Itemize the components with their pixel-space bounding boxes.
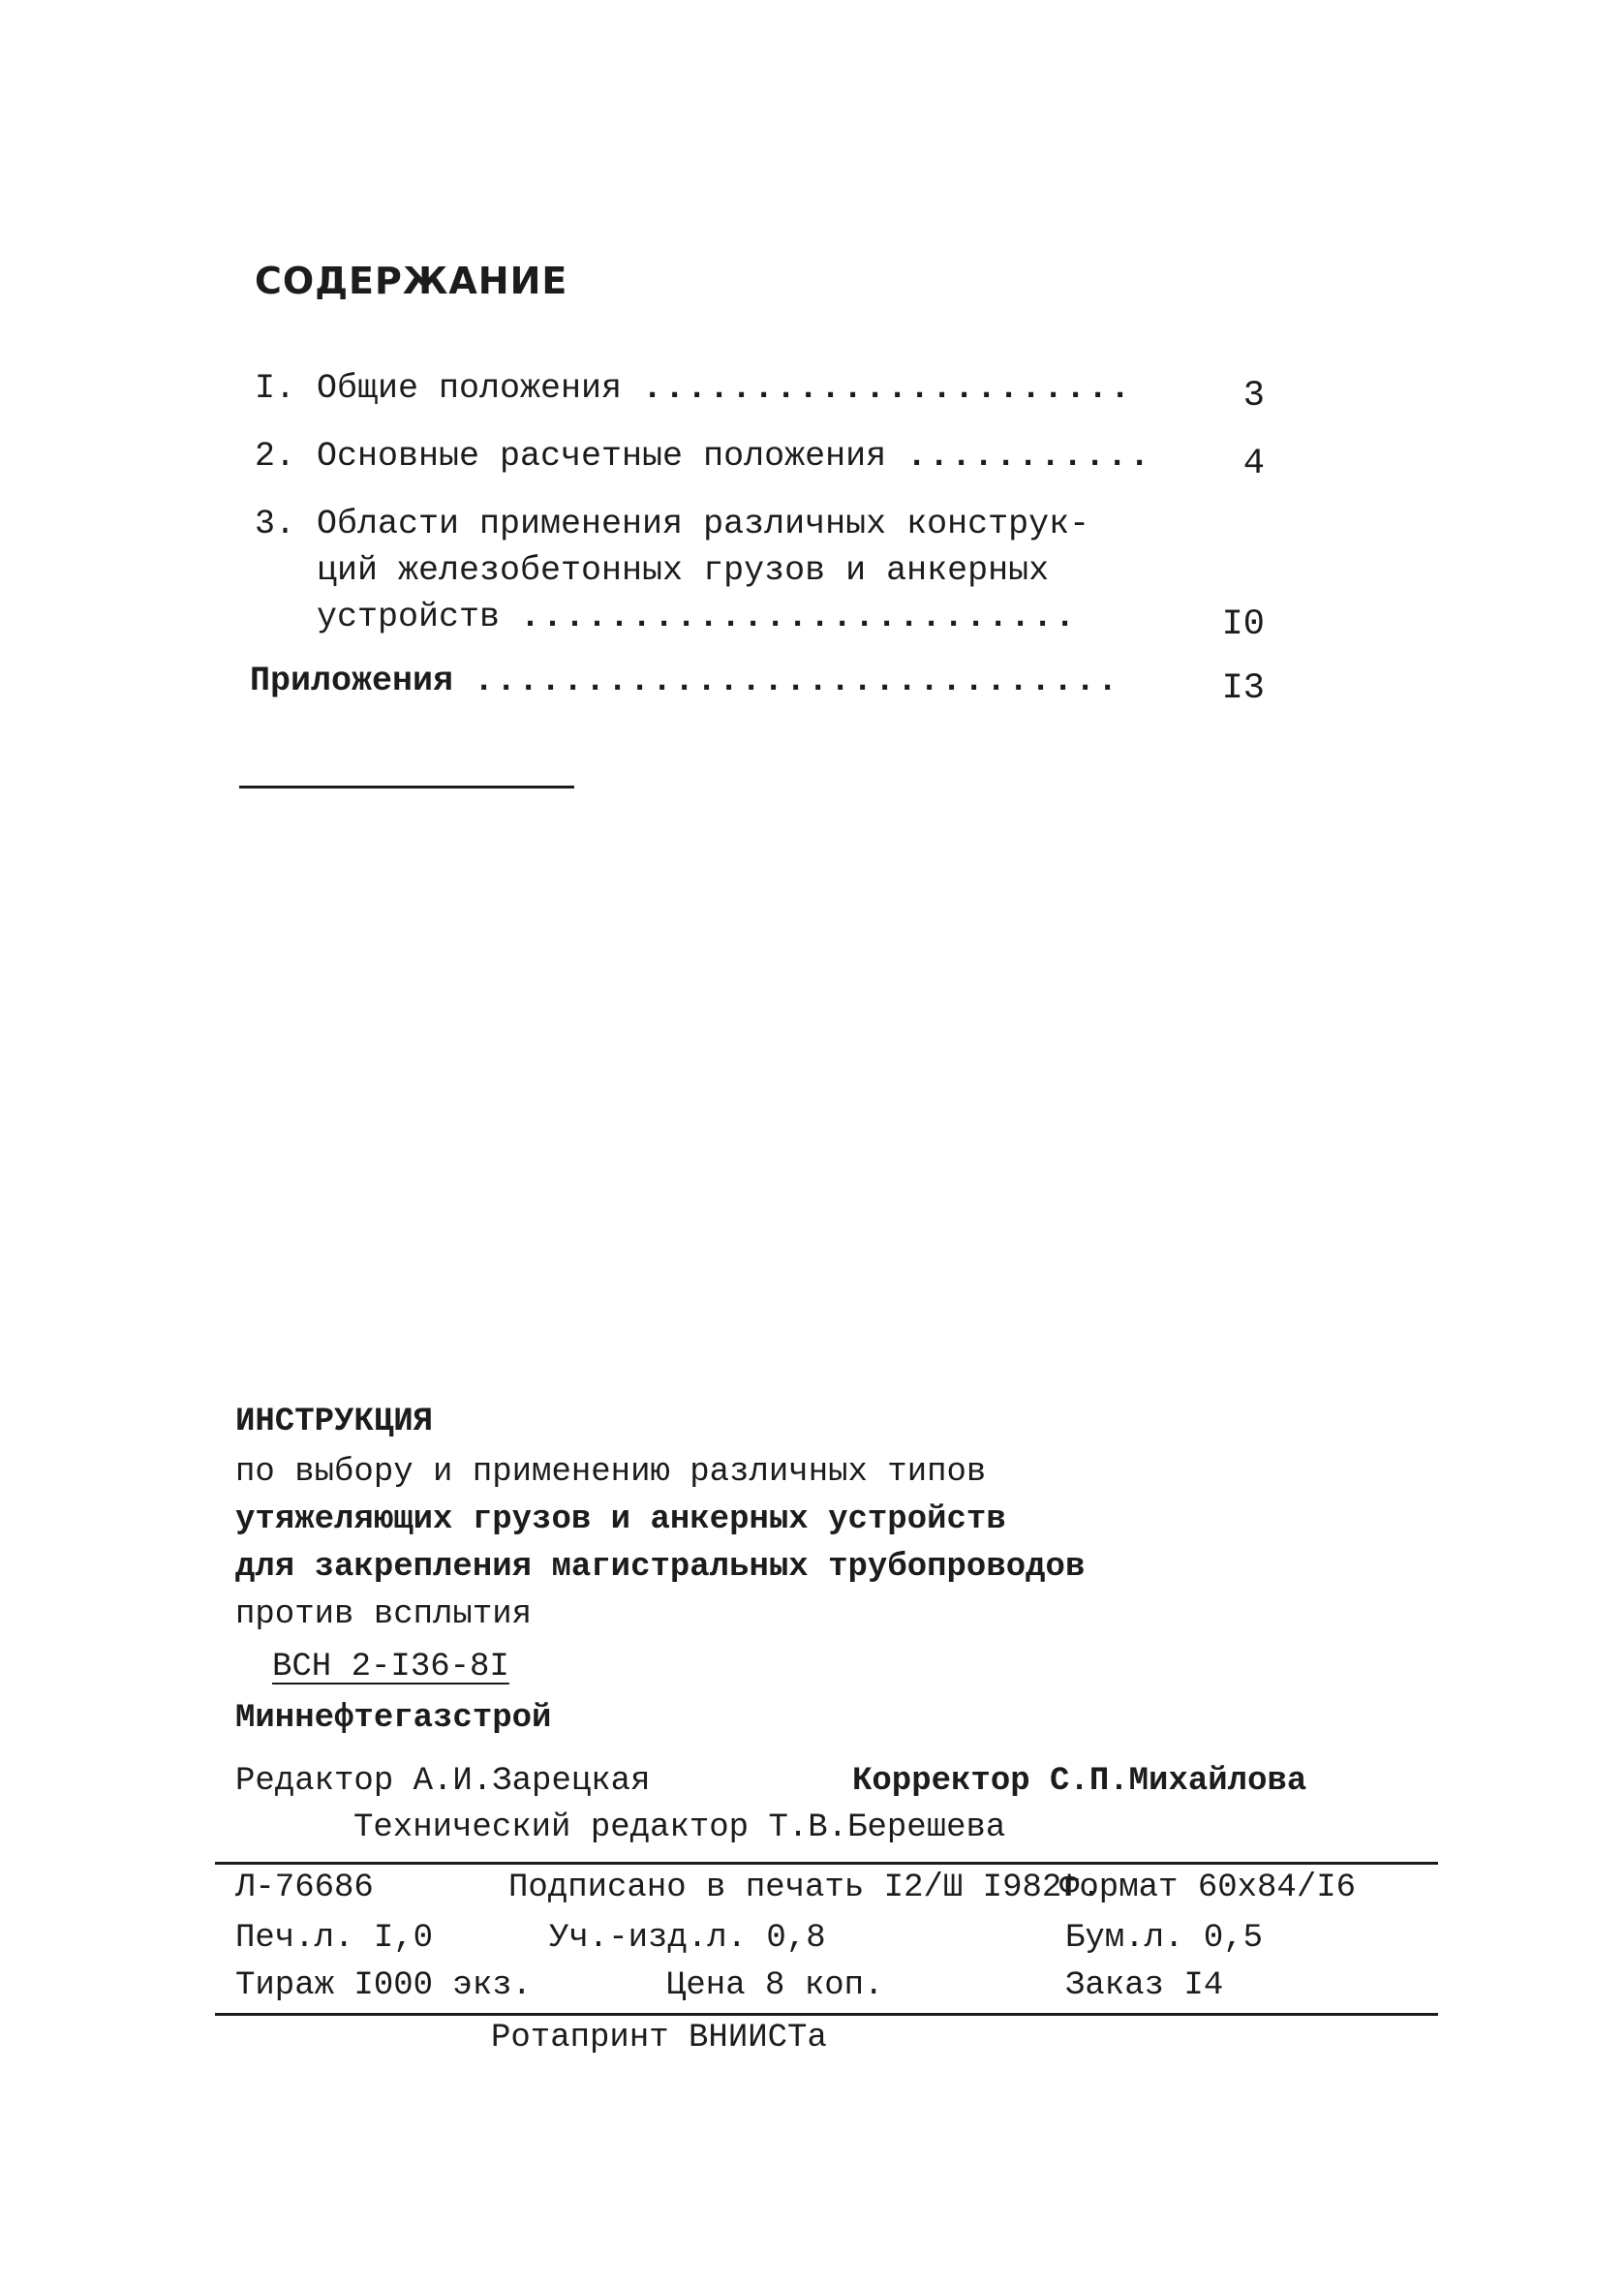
organization: Миннефтегазстрой xyxy=(235,1700,552,1737)
technical-editor: Технический редактор Т.В.Берешева xyxy=(353,1809,1006,1846)
document-title-line: против всплытия xyxy=(235,1596,533,1633)
toc-item-number: 3. xyxy=(255,505,296,543)
order-number: Заказ I4 xyxy=(1065,1967,1224,2004)
document-title-line: для закрепления магистральных трубопроводов xyxy=(235,1549,1086,1586)
price: Цена 8 коп. xyxy=(666,1967,884,2004)
proofreader: Корректор С.П.Михайлова xyxy=(852,1763,1307,1800)
contents-title: СОДЕРЖАНИЕ xyxy=(255,260,568,302)
toc-item-3-continuation xyxy=(317,595,1077,639)
document-code: ВСН 2-I36-8I xyxy=(272,1649,509,1685)
document-title-line: по выбору и применению различных типов xyxy=(235,1454,987,1491)
toc-item-text: Основные расчетные положения xyxy=(317,437,887,476)
signed-to-print: Подписано в печать I2/Ш I982г. xyxy=(508,1870,1102,1906)
toc-item-text: Общие положения xyxy=(317,369,623,408)
toc-page-number: 4 xyxy=(1242,444,1265,484)
toc-item-2 xyxy=(255,434,1151,479)
toc-item-3-continuation: ций железобетонных грузов и анкерных xyxy=(317,551,1050,590)
toc-item-number: 2. xyxy=(255,437,296,476)
license-number: Л-76686 xyxy=(235,1870,374,1906)
toc-item-text: Области применения различных конструк- xyxy=(317,505,1090,543)
document-type: ИНСТРУКЦИЯ xyxy=(235,1404,434,1440)
toc-item-appendix xyxy=(250,659,1119,703)
toc-page-number: 3 xyxy=(1242,376,1265,417)
document-title-line: утяжеляющих грузов и анкерных устройств xyxy=(235,1501,1006,1538)
toc-item-number: I. xyxy=(255,369,296,408)
printer: Ротапринт ВНИИСТа xyxy=(491,2020,827,2056)
toc-page-number: I0 xyxy=(1221,604,1265,645)
divider xyxy=(239,786,574,788)
toc-leader-dots: ............................. xyxy=(474,662,1120,700)
toc-item-3 xyxy=(255,502,1089,546)
format: Формат 60х84/I6 xyxy=(1059,1870,1357,1906)
paper-sheets: Бум.л. 0,5 xyxy=(1065,1920,1264,1957)
toc-item-text: устройств xyxy=(317,598,501,636)
edition-sheets: Уч.-изд.л. 0,8 xyxy=(549,1920,826,1957)
print-run: Тираж I000 экз. xyxy=(235,1967,533,2004)
toc-leader-dots: ...................... xyxy=(642,369,1133,408)
toc-page-number: I3 xyxy=(1221,668,1265,709)
editor: Редактор А.И.Зарецкая xyxy=(235,1763,651,1800)
rule-top xyxy=(215,1862,1438,1865)
toc-leader-dots: ........... xyxy=(906,437,1152,476)
print-sheets: Печ.л. I,0 xyxy=(235,1920,434,1957)
toc-item-text: Приложения xyxy=(250,662,454,700)
toc-item-1 xyxy=(255,366,1132,411)
toc-leader-dots: ......................... xyxy=(520,598,1078,636)
rule-bottom xyxy=(215,2013,1438,2016)
